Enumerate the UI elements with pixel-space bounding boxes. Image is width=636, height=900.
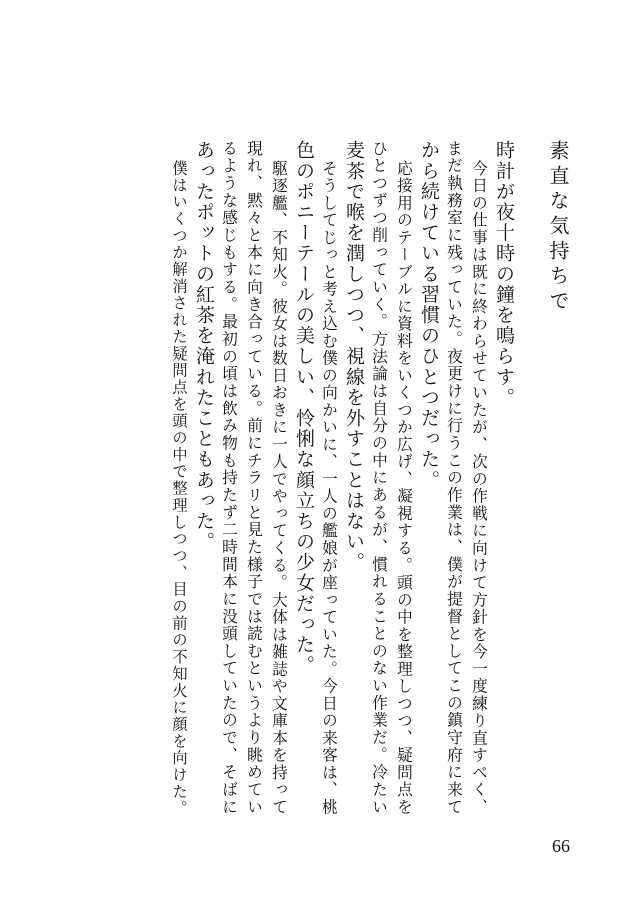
chapter-title: 素直な気持ちで bbox=[546, 140, 570, 315]
text-line-11: 現れ、黙々と本に向き合っている。前にチラリと見た様子では読むというより眺めてい bbox=[245, 140, 264, 816]
text-line-10: 駆逐艦、不知火。彼女は数日おきに一人でやってくる。大体は雑誌や文庫本を持って bbox=[270, 160, 289, 816]
text-line-5: 応接用のテーブルに資料をいくつか広げ、凝視する。頭の中を整理しつつ、疑問点を bbox=[395, 160, 414, 816]
text-line-6: ひとつずつ削っていく。方法論は自分の中にあるが、慣れることのない作業だ。冷たい bbox=[370, 140, 389, 816]
text-line-4: から続けている習慣のひとつだった。 bbox=[418, 140, 440, 491]
text-line-12: るような感じもする。最初の頃は飲み物も持たず二時間本に没頭していたので、そばに bbox=[220, 140, 239, 816]
text-line-8: そうしてじっと考え込む僕の向かいに、一人の艦娘が座っていた。今日の来客は、桃 bbox=[320, 160, 339, 816]
text-line-9: 色のポニーテールの美しい、怜悧な顔立ちの少女だった。 bbox=[293, 140, 315, 676]
text-line-13: あったポットの紅茶を淹れたこともあった。 bbox=[193, 140, 215, 552]
text-line-14: 僕はいくつか解消された疑問点を頭の中で整理しつつ、目の前の不知火に顔を向けた。 bbox=[170, 160, 188, 818]
text-line-3: まだ執務室に残っていた。夜更けに行うこの作業は、僕が提督としてこの鎮守府に来て bbox=[445, 140, 464, 816]
text-line-7: 麦茶で喉を潤しつつ、視線を外すことはない。 bbox=[343, 140, 365, 573]
text-line-2: 今日の仕事は既に終わらせていたが、次の作戦に向けて方針を今一度練り直すべく、 bbox=[470, 160, 489, 816]
page-number: 66 bbox=[552, 836, 570, 856]
text-line-1: 時計が夜十時の鐘を鳴らす。 bbox=[493, 140, 515, 408]
